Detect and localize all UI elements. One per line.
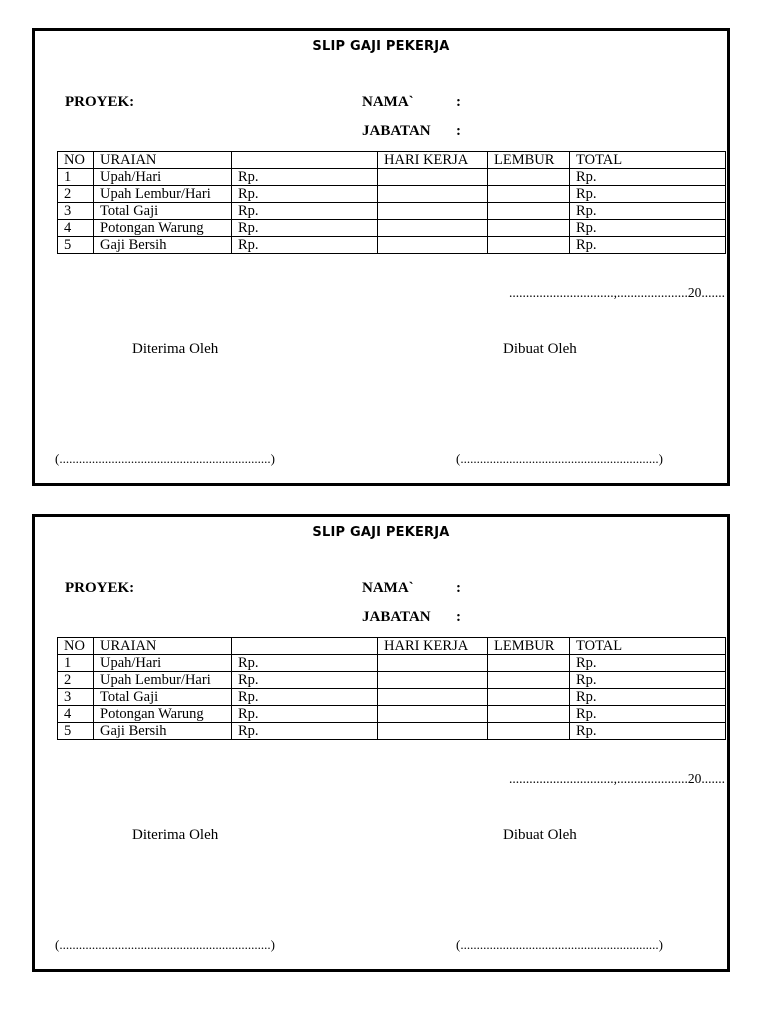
nama-colon: : <box>456 94 461 110</box>
table-cell: Upah/Hari <box>94 655 232 672</box>
table-cell <box>488 672 570 689</box>
table-cell: 5 <box>58 237 94 254</box>
column-header: LEMBUR <box>488 152 570 169</box>
table-cell: 1 <box>58 655 94 672</box>
made-by-label: Dibuat Oleh <box>503 827 577 843</box>
table-cell: Rp. <box>570 655 726 672</box>
table-cell: Rp. <box>570 237 726 254</box>
made-by-label: Dibuat Oleh <box>503 341 577 357</box>
nama-label: NAMA` <box>362 94 414 110</box>
table-row <box>58 203 726 220</box>
table-cell: Rp. <box>232 220 378 237</box>
table-cell: Rp. <box>232 169 378 186</box>
table-row <box>58 723 726 740</box>
table-header-row <box>58 638 726 655</box>
table-cell: Rp. <box>232 723 378 740</box>
table-cell <box>488 203 570 220</box>
salary-table <box>57 151 726 254</box>
table-cell: Rp. <box>232 186 378 203</box>
table-cell: Upah/Hari <box>94 169 232 186</box>
table-cell <box>488 220 570 237</box>
column-header <box>232 152 378 169</box>
date-line: ...............................,.....................20....... <box>509 285 725 300</box>
table-cell: Total Gaji <box>94 203 232 220</box>
table-header-row <box>58 152 726 169</box>
salary-slip <box>32 514 730 972</box>
date-line: ...............................,.....................20....... <box>509 771 725 786</box>
table-cell <box>378 689 488 706</box>
table-cell: Gaji Bersih <box>94 723 232 740</box>
proyek-label: PROYEK: <box>65 580 135 596</box>
table-cell: Upah Lembur/Hari <box>94 672 232 689</box>
jabatan-colon: : <box>456 609 461 625</box>
salary-slip <box>32 28 730 486</box>
table-cell: Rp. <box>570 169 726 186</box>
column-header: HARI KERJA <box>378 152 488 169</box>
table-cell <box>378 203 488 220</box>
column-header: HARI KERJA <box>378 638 488 655</box>
table-row <box>58 672 726 689</box>
signature-line-receiver: (.................................................................) <box>55 451 275 466</box>
table-cell: Rp. <box>570 220 726 237</box>
received-by-label: Diterima Oleh <box>132 827 219 843</box>
table-row <box>58 655 726 672</box>
table-cell: Rp. <box>232 203 378 220</box>
table-cell: Rp. <box>570 203 726 220</box>
table-cell <box>378 220 488 237</box>
table-cell <box>488 237 570 254</box>
table-cell: Rp. <box>232 706 378 723</box>
table-row <box>58 689 726 706</box>
table-cell <box>488 655 570 672</box>
table-row <box>58 169 726 186</box>
signature-line-maker: (.............................................................) <box>456 451 663 466</box>
table-cell: 2 <box>58 672 94 689</box>
nama-label: NAMA` <box>362 580 414 596</box>
table-cell <box>378 723 488 740</box>
table-cell: Rp. <box>570 672 726 689</box>
table-row <box>58 220 726 237</box>
table-cell <box>378 237 488 254</box>
table-cell <box>378 706 488 723</box>
table-cell: Total Gaji <box>94 689 232 706</box>
table-cell <box>378 672 488 689</box>
table-cell: 3 <box>58 689 94 706</box>
jabatan-label: JABATAN <box>362 123 431 139</box>
table-cell: Rp. <box>232 237 378 254</box>
column-header: NO <box>58 152 94 169</box>
table-cell: 4 <box>58 706 94 723</box>
table-cell: Gaji Bersih <box>94 237 232 254</box>
table-cell <box>488 186 570 203</box>
table-cell: 3 <box>58 203 94 220</box>
signature-line-maker: (.............................................................) <box>456 937 663 952</box>
table-row <box>58 186 726 203</box>
column-header: URAIAN <box>94 152 232 169</box>
table-row <box>58 706 726 723</box>
table-cell: Rp. <box>570 706 726 723</box>
signature-line-receiver: (.................................................................) <box>55 937 275 952</box>
table-cell: Rp. <box>570 689 726 706</box>
table-cell <box>488 689 570 706</box>
slip-title: SLIP GAJI PEKERJA <box>312 39 450 54</box>
column-header: TOTAL <box>570 152 726 169</box>
jabatan-colon: : <box>456 123 461 139</box>
jabatan-label: JABATAN <box>362 609 431 625</box>
table-cell <box>488 723 570 740</box>
column-header: NO <box>58 638 94 655</box>
table-cell: Rp. <box>232 672 378 689</box>
column-header <box>232 638 378 655</box>
table-cell: Rp. <box>570 186 726 203</box>
received-by-label: Diterima Oleh <box>132 341 219 357</box>
table-cell: Potongan Warung <box>94 706 232 723</box>
column-header: TOTAL <box>570 638 726 655</box>
table-cell: Rp. <box>232 655 378 672</box>
column-header: URAIAN <box>94 638 232 655</box>
table-cell <box>378 655 488 672</box>
table-cell: Upah Lembur/Hari <box>94 186 232 203</box>
table-cell: Potongan Warung <box>94 220 232 237</box>
table-cell: 2 <box>58 186 94 203</box>
table-cell: 4 <box>58 220 94 237</box>
table-cell <box>378 186 488 203</box>
table-cell: Rp. <box>570 723 726 740</box>
slip-title: SLIP GAJI PEKERJA <box>312 525 450 540</box>
proyek-label: PROYEK: <box>65 94 135 110</box>
nama-colon: : <box>456 580 461 596</box>
table-row <box>58 237 726 254</box>
table-cell: 1 <box>58 169 94 186</box>
salary-table <box>57 637 726 740</box>
table-cell: 5 <box>58 723 94 740</box>
column-header: LEMBUR <box>488 638 570 655</box>
table-cell <box>378 169 488 186</box>
table-cell <box>488 169 570 186</box>
table-cell: Rp. <box>232 689 378 706</box>
table-cell <box>488 706 570 723</box>
